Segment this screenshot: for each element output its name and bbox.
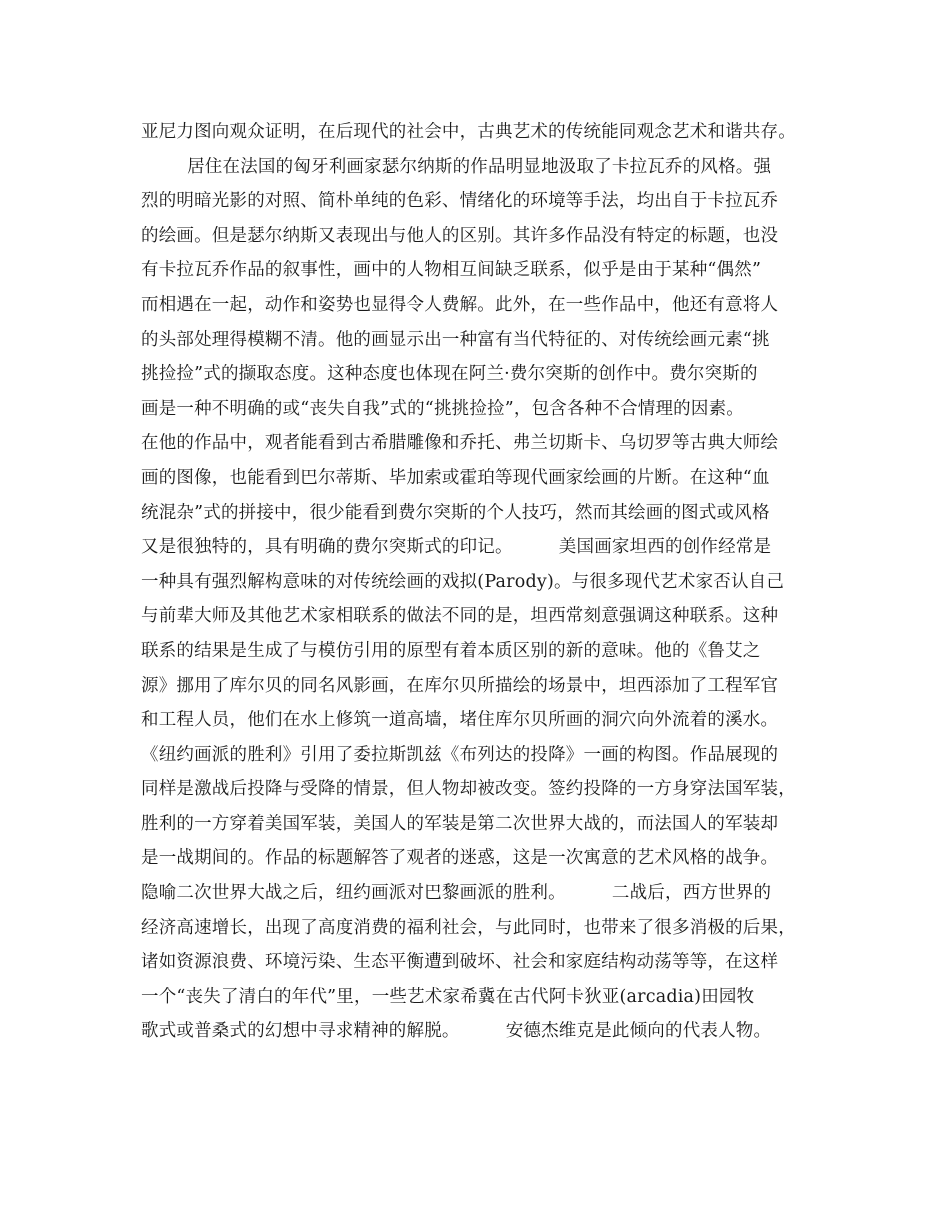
text-line: 诸如资源浪费、环境污染、生态平衡遭到破坏、社会和家庭结构动荡等等，在这样 xyxy=(141,952,779,973)
text-line: 经济高速增长，出现了高度消费的福利社会，与此同时，也带来了很多消极的后果， xyxy=(141,917,796,938)
text-line: 居住在法国的匈牙利画家瑟尔纳斯的作品明显地汲取了卡拉瓦乔的风格。强 xyxy=(141,156,772,177)
text-line: 是一战期间的。作品的标题解答了观者的迷惑，这是一次寓意的艺术风格的战争。 xyxy=(141,848,779,869)
text-line: 一个“丧失了清白的年代”里，一些艺术家希冀在古代阿卡狄亚(arcadia)田园牧 xyxy=(141,986,755,1007)
text-line: 胜利的一方穿着美国军装，美国人的军装是第二次世界大战的，而法国人的军装却 xyxy=(141,813,779,834)
text-line: 歌式或普桑式的幻想中寻求精神的解脱。 安德杰维克是此倾向的代表人物。 xyxy=(141,1021,772,1042)
text-line: 画是一种不明确的或“丧失自我”式的“挑挑捡捡”，包含各种不合情理的因素。 xyxy=(141,398,744,419)
text-line: 画的图像，也能看到巴尔蒂斯、毕加索或霍珀等现代画家绘画的片断。在这种“血 xyxy=(141,467,770,488)
body-text xyxy=(141,115,831,1049)
text-line: 的绘画。但是瑟尔纳斯又表现出与他人的区别。其许多作品没有特定的标题，也没 xyxy=(141,225,779,246)
text-line: 源》挪用了库尔贝的同名风影画，在库尔贝所描绘的场景中，坦西添加了工程军官 xyxy=(141,675,779,696)
text-line: 与前辈大师及其他艺术家相联系的做法不同的是，坦西常刻意强调这种联系。这种 xyxy=(141,606,779,627)
text-line: 和工程人员，他们在水上修筑一道高墙，堵住库尔贝所画的洞穴向外流着的溪水。 xyxy=(141,710,779,731)
text-line: 的头部处理得模糊不清。他的画显示出一种富有当代特征的、对传统绘画元素“挑 xyxy=(141,329,770,350)
text-line: 而相遇在一起，动作和姿势也显得令人费解。此外，在一些作品中，他还有意将人 xyxy=(141,294,779,315)
text-line: 同样是激战后投降与受降的情景，但人物却被改变。签约投降的一方身穿法国军装， xyxy=(141,779,796,800)
text-line: 联系的结果是生成了与模仿引用的原型有着本质区别的新的意味。他的《鲁艾之 xyxy=(141,640,761,661)
text-line: 烈的明暗光影的对照、简朴单纯的色彩、情绪化的环境等手法，均出自于卡拉瓦乔 xyxy=(141,191,779,212)
text-line: 挑捡捡”式的撷取态度。这种态度也体现在阿兰·费尔突斯的创作中。费尔突斯的 xyxy=(141,364,758,385)
text-line: 《纽约画派的胜利》引用了委拉斯凯兹《布列达的投降》一画的构图。作品展现的 xyxy=(141,744,779,765)
text-line: 一种具有强烈解构意味的对传统绘画的戏拟(Parody)。与很多现代艺术家否认自己 xyxy=(141,571,785,592)
text-line: 有卡拉瓦乔作品的叙事性，画中的人物相互间缺乏联系，似乎是由于某种“偶然” xyxy=(141,260,762,281)
text-line: 统混杂”式的拼接中，很少能看到费尔突斯的个人技巧，然而其绘画的图式或风格 xyxy=(141,502,770,523)
text-line: 在他的作品中，观者能看到古希腊雕像和乔托、弗兰切斯卡、乌切罗等古典大师绘 xyxy=(141,433,779,454)
text-line: 又是很独特的，具有明确的费尔突斯式的印记。 美国画家坦西的创作经常是 xyxy=(141,537,772,558)
text-line: 隐喻二次世界大战之后，纽约画派对巴黎画派的胜利。 二战后，西方世界的 xyxy=(141,883,772,904)
text-line: 亚尼力图向观众证明，在后现代的社会中，古典艺术的传统能同观念艺术和谐共存。 xyxy=(141,122,796,142)
